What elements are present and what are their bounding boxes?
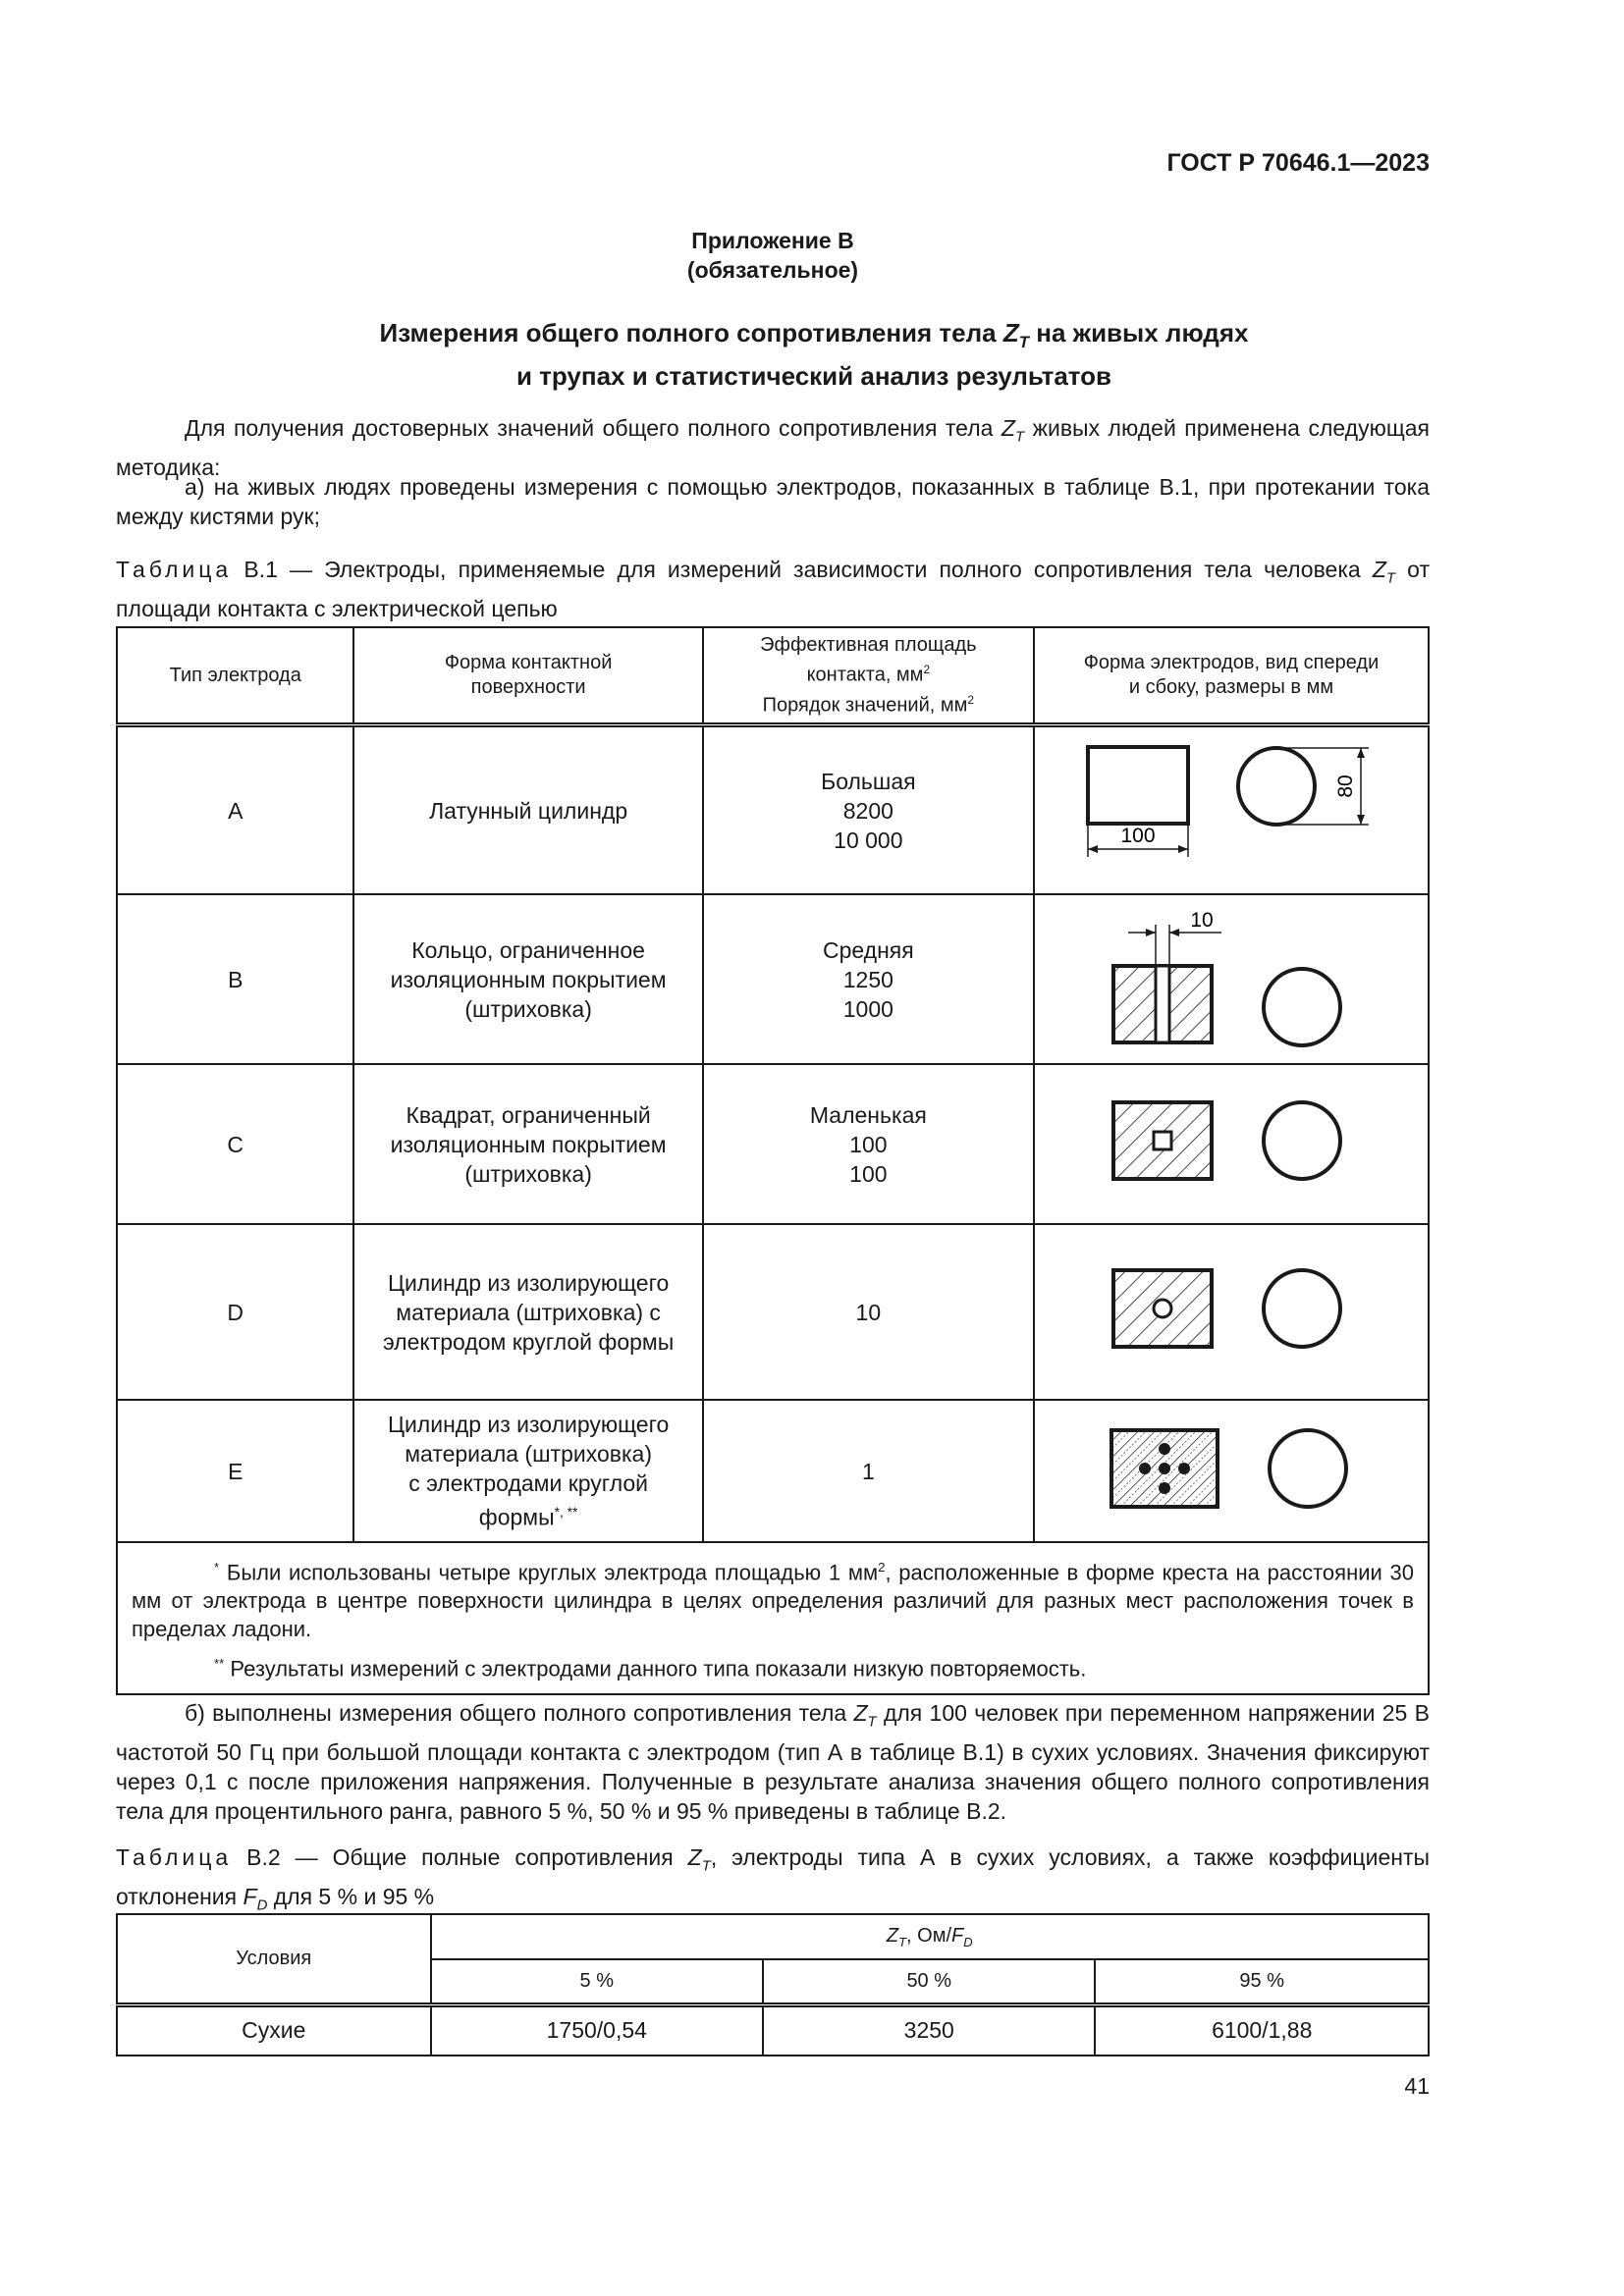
effective-area: 1	[703, 1400, 1034, 1542]
effective-area: Маленькая 100 100	[703, 1064, 1034, 1224]
electrodes-table	[116, 626, 1430, 1695]
impedance-table	[116, 1913, 1430, 2056]
footnote-1: * Были использованы четыре круглых электрода площадью 1 $мм^2$, расположенные в форме креста на расстоянии 30 мм от электрода в центре поверхности цилиндра в целях определения различий для разных мест расположения точек в пределах ладони.	[132, 1560, 1414, 1642]
header-p95: 95 %	[1095, 1959, 1429, 2004]
header-electrode-type: Тип электрода	[117, 627, 353, 725]
method-item-b: б) выполнены измерения общего полного сопротивления тела $Z_T$ для 100 человек при переменном напряжении 25 В частотой 50 Гц при большой площади контакта с электродом (тип А в таблице В.1) в сухих условиях. Значения фиксируют через 0,1 с после приложения напряжения. Полученные в результате анализа значения общего полного сопротивления тела для процентильного ранга, равного 5 %, 50 % и 95 % приведены в таблице В.2.	[116, 1700, 1430, 1824]
header-p5: 5 %	[431, 1959, 764, 2004]
header-effective-area: Эффективная площадь контакта, $мм^2$ Порядок значений, $мм^2$	[703, 627, 1034, 725]
appendix-title: Измерения общего полного сопротивления тела $Z_T$ на живых людях и трупах и статистический анализ результатов	[379, 318, 1249, 392]
header-p50: 50 %	[763, 1959, 1095, 2004]
electrode-e-drawing	[1035, 1401, 1428, 1534]
electrode-drawing	[1034, 1064, 1429, 1224]
table-row	[117, 1224, 1429, 1400]
table-row	[117, 1064, 1429, 1224]
effective-area: 10	[703, 1224, 1034, 1400]
electrode-drawing	[1034, 1400, 1429, 1542]
dim-width-label: 100	[1120, 825, 1156, 847]
contact-shape: Цилиндр из изолирующего материала (штриховка) с электродами круглой формы*, **	[353, 1400, 702, 1542]
cell-p5: 1750/0,54	[431, 2004, 764, 2056]
header-electrode-form: Форма электродов, вид спереди и сбоку, размеры в мм	[1034, 627, 1429, 725]
electrode-a-drawing	[1035, 727, 1428, 886]
electrode-drawing	[1034, 894, 1429, 1064]
contact-shape: Кольцо, ограниченное изоляционным покрытием (штриховка)	[353, 894, 702, 1064]
dim-gap-label: 10	[1190, 909, 1214, 932]
method-item-a: а) на живых людях проведены измерения с помощью электродов, показанных в таблице В.1, при протекании тока между кистями рук;	[116, 474, 1430, 529]
intro-paragraph: Для получения достоверных значений общего полного сопротивления тела $Z_T$ живых людей применена следующая методика:	[116, 415, 1430, 480]
contact-shape: Латунный цилиндр	[353, 725, 702, 895]
appendix-heading	[116, 226, 1430, 285]
electrode-c-drawing	[1035, 1065, 1428, 1216]
document-id: ГОСТ Р 70646.1—2023	[1166, 149, 1430, 177]
table1-caption: Таблица В.1 — Электроды, применяемые для измерений зависимости полного сопротивления тела человека $Z_T$ от площади контакта с электрической цепью	[116, 557, 1430, 621]
header-impedance: $Z_T$, $Ом/F_D$	[431, 1914, 1429, 1959]
header-contact-shape: Форма контактной поверхности	[353, 627, 702, 725]
electrode-type: C	[117, 1064, 353, 1224]
appendix-status: (обязательное)	[686, 257, 859, 283]
table-row	[117, 725, 1429, 895]
electrode-b-drawing	[1035, 895, 1428, 1056]
table-row	[117, 2004, 1429, 2056]
table-row	[117, 1400, 1429, 1542]
electrode-type: A	[117, 725, 353, 895]
effective-area: Большая 8200 10 000	[703, 725, 1034, 895]
electrode-drawing	[1034, 725, 1429, 895]
electrode-d-drawing	[1035, 1225, 1428, 1392]
table-row	[117, 894, 1429, 1064]
appendix-label: Приложение В	[691, 228, 854, 253]
table1-notes	[117, 1542, 1429, 1694]
cell-p95: 6100/1,88	[1095, 2004, 1429, 2056]
electrode-drawing	[1034, 1224, 1429, 1400]
dim-height-label: 80	[1333, 774, 1357, 798]
electrode-type: D	[117, 1224, 353, 1400]
effective-area: Средняя 1250 1000	[703, 894, 1034, 1064]
contact-shape: Квадрат, ограниченный изоляционным покрытием (штриховка)	[353, 1064, 702, 1224]
table1-header-row	[117, 627, 1429, 725]
table2-header-row	[117, 1914, 1429, 1959]
footnote-2: ** Результаты измерений с электродами данного типа показали низкую повторяемость.	[214, 1656, 1087, 1682]
cell-condition: Сухие	[117, 2004, 431, 2056]
page-number: 41	[1404, 2073, 1430, 2099]
table2-caption: Таблица В.2 — Общие полные сопротивления $Z_T$, электроды типа А в сухих условиях, а также коэффициенты отклонения $F_D$ для 5 % и 95 %	[116, 1844, 1431, 1914]
header-conditions: Условия	[117, 1914, 431, 2004]
contact-shape: Цилиндр из изолирующего материала (штриховка) с электродом круглой формы	[353, 1224, 702, 1400]
electrode-type: E	[117, 1400, 353, 1542]
electrode-type: B	[117, 894, 353, 1064]
cell-p50: 3250	[763, 2004, 1095, 2056]
